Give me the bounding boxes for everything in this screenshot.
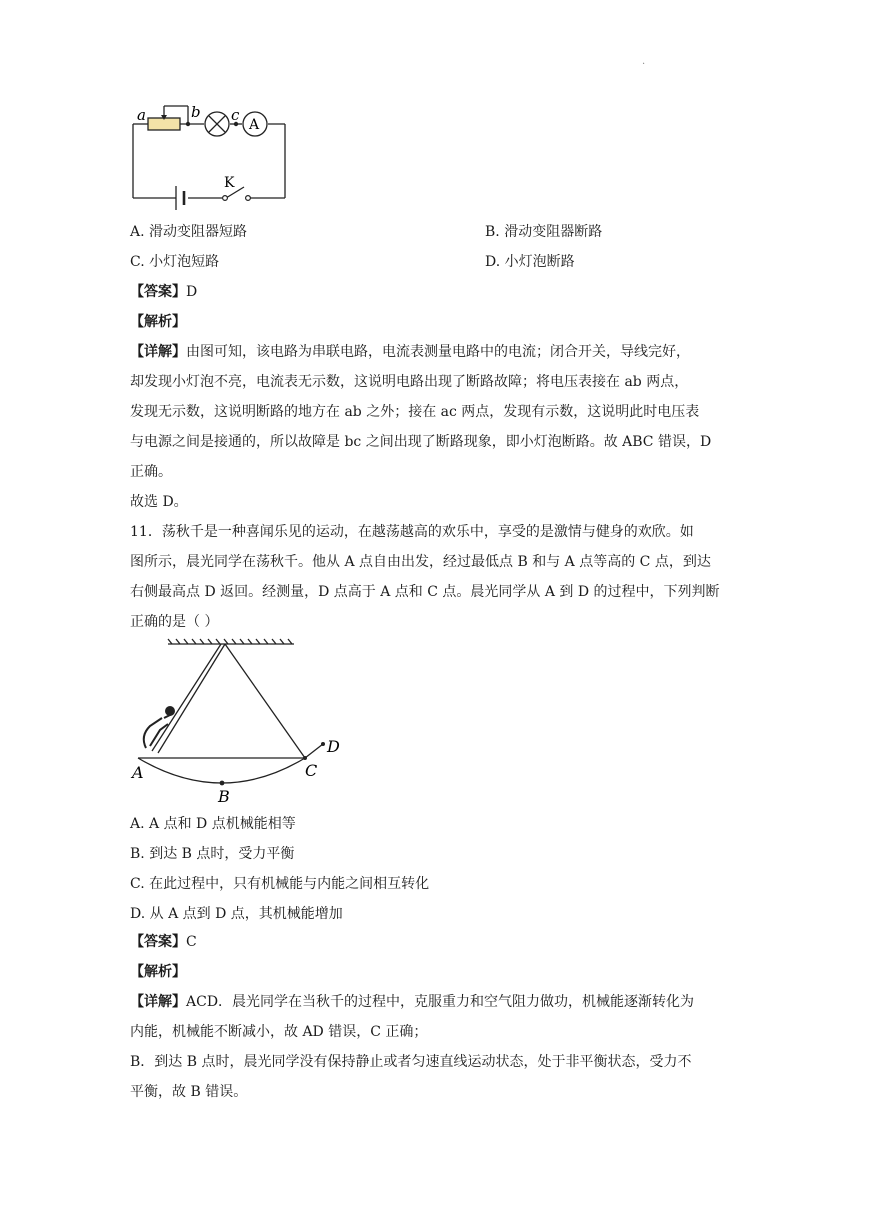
q10-option-d: D. 小灯泡断路	[485, 254, 575, 270]
label-b: b	[191, 103, 201, 121]
swing-diagram	[128, 638, 348, 810]
q11-stem-line-2: 图所示，晨光同学在荡秋千。他从 A 点自由出发，经过最低点 B 和与 A 点等高的 C 点，到达	[130, 554, 711, 570]
q10-conclusion: 故选 D。	[130, 494, 188, 510]
ammeter-label: A	[249, 117, 260, 133]
circuit-diagram	[128, 100, 293, 215]
q10-detail-line-5: 正确。	[130, 464, 172, 480]
detail-text: 由图可知，该电路为串联电路，电流表测量电路中的电流；闭合开关，导线完好，	[186, 344, 690, 360]
q10-option-c: C. 小灯泡短路	[130, 254, 220, 270]
q10-analysis-label: 【解析】	[130, 314, 186, 330]
q11-option-d: D. 从 A 点到 D 点，其机械能增加	[130, 906, 343, 922]
switch-label: K	[224, 175, 235, 191]
detail-text: ACD．晨光同学在当秋千的过程中，克服重力和空气阻力做功，机械能逐渐转化为	[186, 994, 695, 1010]
point-b-label: B	[218, 787, 230, 806]
q11-detail-line-2: 内能，机械能不断减小，故 AD 错误，C 正确；	[130, 1024, 428, 1040]
label-a: a	[137, 106, 146, 124]
header-mark: .	[642, 56, 646, 67]
q11-detail-line-1	[130, 992, 694, 1012]
q11-stem-line-1: 11．荡秋千是一种喜闻乐见的运动，在越荡越高的欢乐中，享受的是激情与健身的欢欣。如	[130, 524, 694, 540]
answer-label: 【答案】	[130, 284, 186, 300]
q10-detail-line-2: 却发现小灯泡不亮，电流表无示数，这说明电路出现了断路故障；将电压表接在 ab 两点，	[130, 374, 689, 390]
detail-label: 【详解】	[130, 994, 186, 1010]
q11-option-b: B. 到达 B 点时，受力平衡	[130, 846, 295, 862]
q10-detail-line-1	[130, 342, 690, 362]
answer-value: C	[186, 934, 197, 950]
q11-analysis-label: 【解析】	[130, 964, 186, 980]
q10-option-b: B. 滑动变阻器断路	[485, 224, 603, 240]
label-c: c	[231, 106, 240, 124]
q11-stem-line-4: 正确的是（ ）	[130, 614, 219, 630]
q11-stem-line-3: 右侧最高点 D 返回。经测量，D 点高于 A 点和 C 点。晨光同学从 A 到 D 的过程中，下列判断	[130, 584, 720, 600]
detail-label: 【详解】	[130, 344, 186, 360]
q10-detail-line-3: 发现无示数，这说明断路的地方在 ab 之外；接在 ac 两点，发现有示数，这说明此时电压表	[130, 404, 700, 420]
q10-option-a: A. 滑动变阻器短路	[130, 224, 248, 240]
point-c-label: C	[305, 761, 318, 780]
q11-answer	[130, 932, 197, 952]
q10-answer	[130, 282, 197, 302]
q11-detail-line-3: B．到达 B 点时，晨光同学没有保持静止或者匀速直线运动状态，处于非平衡状态，受力不	[130, 1054, 692, 1070]
q11-detail-line-4: 平衡，故 B 错误。	[130, 1084, 248, 1100]
q10-detail-line-4: 与电源之间是接通的，所以故障是 bc 之间出现了断路现象，即小灯泡断路。故 ABC 错误，D	[130, 434, 712, 450]
answer-label: 【答案】	[130, 934, 186, 950]
answer-value: D	[186, 284, 198, 300]
point-a-label: A	[132, 763, 144, 782]
q11-option-a: A. A 点和 D 点机械能相等	[130, 816, 296, 832]
q11-option-c: C. 在此过程中，只有机械能与内能之间相互转化	[130, 876, 430, 892]
point-d-label: D	[327, 737, 340, 756]
